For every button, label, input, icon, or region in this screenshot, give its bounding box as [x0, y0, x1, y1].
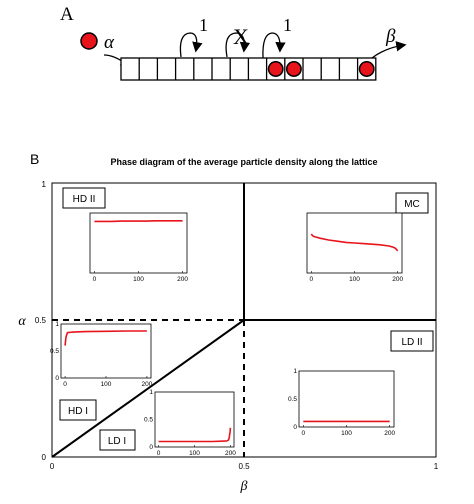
- hop-rate-right-label: 1: [283, 15, 292, 35]
- blocked-mark: X: [233, 24, 249, 49]
- inset-x-tick-label: 100: [189, 450, 200, 457]
- alpha-rate-label: α: [104, 32, 114, 53]
- injected-particle: [81, 33, 97, 49]
- phase-label-ld2: LD II: [401, 337, 423, 348]
- panel-a-label: A: [60, 4, 74, 25]
- inset-y-tick-label: 1: [293, 368, 297, 375]
- inset-x-tick-label: 200: [177, 276, 189, 283]
- x-tick-label-0: 0: [49, 462, 55, 471]
- x-tick-label-0.5: 0.5: [238, 462, 250, 471]
- hop-rate-left-label: 1: [199, 15, 208, 35]
- inset-plot: [144, 389, 236, 457]
- phase-diagram-title: Phase diagram of the average particle density along the lattice: [110, 157, 378, 167]
- panel-a: [60, 4, 404, 80]
- phase-label-ld1: LD I: [107, 436, 127, 447]
- panel-b: [18, 151, 438, 494]
- inset-plot: [90, 213, 188, 283]
- inset-plot: [288, 368, 396, 437]
- inset-x-tick-label: 200: [141, 381, 153, 388]
- inset-y-tick-label: 1: [149, 389, 153, 396]
- x-tick-label-1: 1: [433, 462, 439, 471]
- y-tick-label-0: 0: [41, 453, 46, 462]
- hop-arrow-left: [180, 33, 196, 57]
- y-axis-label: α: [18, 314, 26, 329]
- inset-x-tick-label: 0: [92, 276, 97, 283]
- x-axis-label: β: [240, 479, 248, 494]
- beta-rate-label: β: [386, 26, 396, 47]
- lattice-particle: [287, 62, 301, 76]
- hop-arrow-right: [263, 33, 280, 58]
- inset-y-tick-label: 0.5: [49, 348, 59, 355]
- inset-y-tick-label: 0: [55, 375, 59, 382]
- inset-x-tick-label: 100: [349, 276, 360, 283]
- inset-frame: [155, 392, 234, 447]
- inset-x-tick-label: 0: [156, 450, 161, 457]
- inset-x-tick-label: 100: [100, 381, 112, 388]
- phase-label-mc: MC: [404, 199, 420, 210]
- inset-plot: [50, 321, 153, 388]
- inset-y-tick-label: 1: [55, 321, 59, 328]
- inset-y-tick-label: 0: [149, 444, 153, 451]
- lattice: [121, 58, 376, 80]
- lattice-particle: [269, 62, 283, 76]
- inset-x-tick-label: 200: [392, 276, 404, 283]
- inset-y-tick-label: 0.5: [287, 396, 297, 403]
- phase-label-hd1: HD I: [68, 406, 88, 417]
- inset-y-tick-label: 0: [293, 424, 297, 431]
- y-tick-label-0.5: 0.5: [34, 316, 46, 325]
- lattice-particle: [360, 62, 374, 76]
- inset-plot: [307, 213, 403, 283]
- phase-label-hd2: HD II: [72, 194, 96, 205]
- inset-x-tick-label: 100: [133, 276, 144, 283]
- density-series-line: [94, 221, 182, 222]
- inset-x-tick-label: 0: [63, 381, 67, 388]
- inset-x-tick-label: 0: [301, 430, 306, 437]
- inset-x-tick-label: 100: [341, 430, 352, 437]
- inset-y-tick-label: 0.5: [143, 416, 153, 424]
- inset-x-tick-label: 0: [309, 276, 314, 283]
- inset-x-tick-label: 200: [384, 430, 396, 437]
- inset-frame: [299, 371, 394, 427]
- panel-b-label: B: [30, 151, 40, 167]
- inset-x-tick-label: 200: [224, 450, 236, 457]
- y-tick-label-1: 1: [41, 180, 46, 189]
